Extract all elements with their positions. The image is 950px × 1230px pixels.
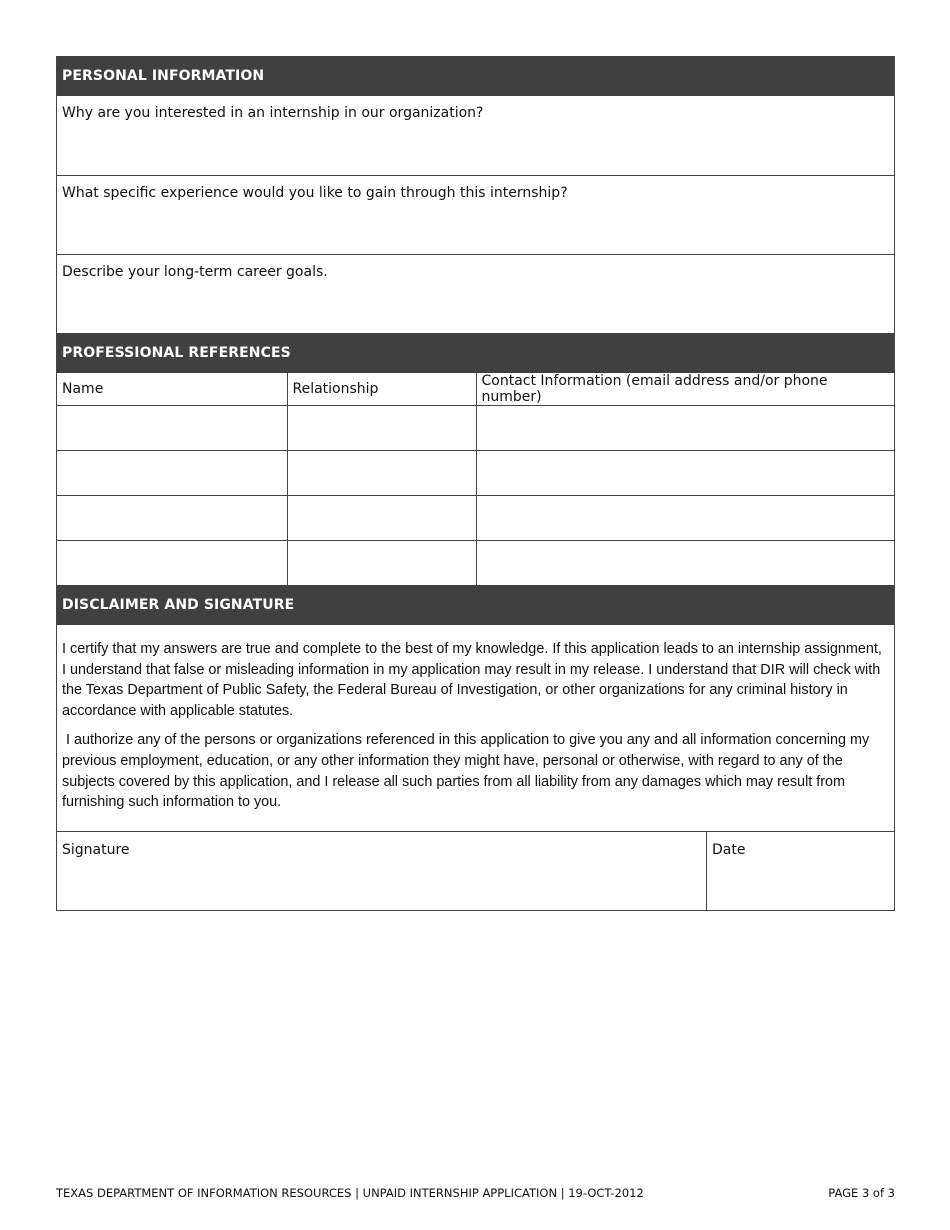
column-header-relationship: Relationship: [287, 373, 476, 406]
signature-row: [57, 832, 894, 910]
reference-relationship-cell[interactable]: [287, 541, 476, 586]
table-row: [57, 496, 894, 541]
disclaimer-paragraph-authorize: I authorize any of the persons or organizations referenced in this application to give you any and all information concerning my previous employment, education, or any other information they might have, personal or otherwise, with regard to any of the subjects covered by this application, and I release all such parties from all liability from any damages which may result from furnishing such information to you.: [62, 732, 874, 811]
table-row: [57, 541, 894, 586]
reference-contact-cell[interactable]: [476, 451, 894, 496]
reference-name-cell[interactable]: [57, 406, 287, 451]
reference-relationship-cell[interactable]: [287, 496, 476, 541]
date-label: Date: [712, 841, 746, 858]
date-field[interactable]: [707, 832, 894, 910]
professional-references-header: PROFESSIONAL REFERENCES: [57, 333, 894, 373]
footer-document-info: TEXAS DEPARTMENT OF INFORMATION RESOURCES | UNPAID INTERNSHIP APPLICATION | 19-OCT-2012: [56, 1186, 644, 1200]
reference-relationship-cell[interactable]: [287, 451, 476, 496]
signature-field[interactable]: [57, 832, 707, 910]
interest-question-label: Why are you interested in an internship in our organization?: [62, 105, 484, 121]
page-footer: [56, 1186, 895, 1200]
table-row: [57, 451, 894, 496]
experience-question-label: What specific experience would you like to gain through this internship?: [62, 185, 568, 201]
application-form: [56, 56, 895, 911]
reference-name-cell[interactable]: [57, 451, 287, 496]
column-header-contact: Contact Information (email address and/or phone number): [476, 373, 894, 406]
disclaimer-header: DISCLAIMER AND SIGNATURE: [57, 585, 894, 625]
reference-contact-cell[interactable]: [476, 406, 894, 451]
experience-question-field[interactable]: [57, 175, 894, 254]
reference-contact-cell[interactable]: [476, 541, 894, 586]
disclaimer-paragraph-certify: I certify that my answers are true and complete to the best of my knowledge. If this application leads to an internship assignment, I understand that false or misleading information in my application may result in my release. I understand that DIR will check with the Texas Department of Public Safety, the Federal Bureau of Investigation, or other organizations for any criminal history in accordance with applicable statutes.: [62, 641, 882, 719]
column-header-name: Name: [57, 373, 287, 406]
references-header-row: [57, 373, 894, 406]
reference-name-cell[interactable]: [57, 496, 287, 541]
reference-relationship-cell[interactable]: [287, 406, 476, 451]
signature-label: Signature: [62, 841, 130, 858]
reference-contact-cell[interactable]: [476, 496, 894, 541]
reference-name-cell[interactable]: [57, 541, 287, 586]
footer-page-number: PAGE 3 of 3: [828, 1186, 895, 1200]
interest-question-field[interactable]: [57, 96, 894, 175]
disclaimer-text: [57, 625, 894, 832]
career-goals-question-label: Describe your long-term career goals.: [62, 264, 328, 280]
references-table: [57, 373, 894, 585]
personal-information-header: PERSONAL INFORMATION: [57, 56, 894, 96]
table-row: [57, 406, 894, 451]
career-goals-question-field[interactable]: [57, 254, 894, 333]
